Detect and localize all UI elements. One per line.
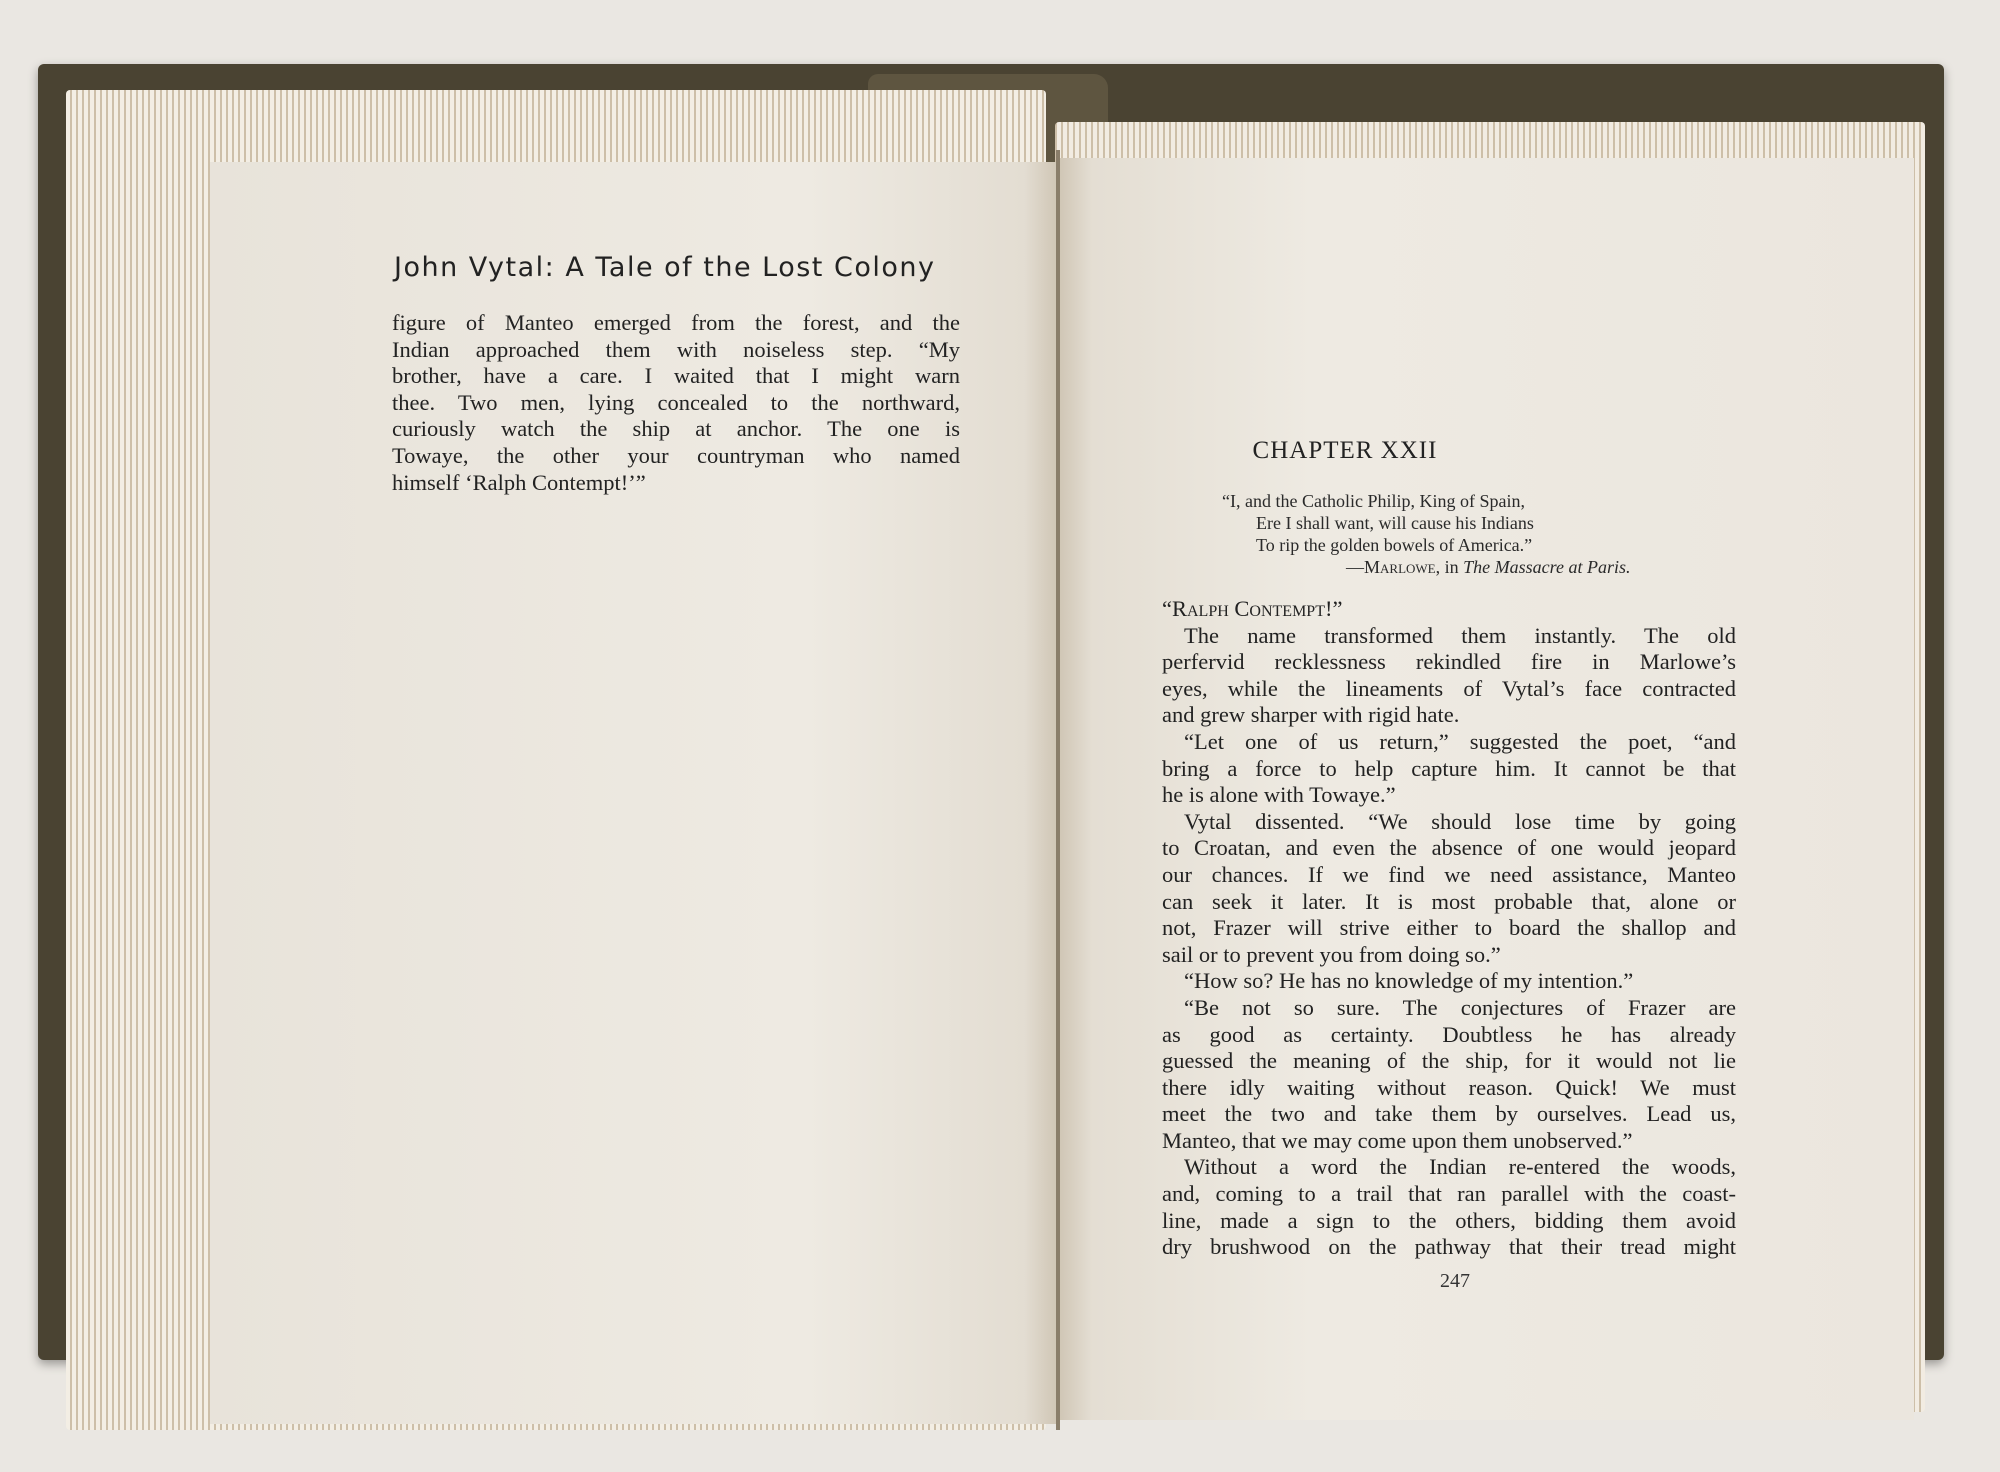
right-page-text: [1162, 596, 1736, 1261]
running-head: John Vytal: A Tale of the Lost Colony: [394, 252, 936, 283]
text-line: Manteo, that we may come upon them unobserved.”: [1162, 1127, 1633, 1153]
text-line: “How so? He has no knowledge of my intention.”: [1184, 968, 1634, 994]
text-line: figure of Manteo emerged from the forest, and the: [392, 310, 960, 335]
epigraph-work: The Massacre at Paris.: [1463, 557, 1631, 577]
epigraph-line: Ere I shall want, will cause his Indians: [1256, 513, 1534, 533]
text-line: to Croatan, and even the absence of one would jeopard: [1162, 835, 1736, 861]
book-gutter: [1056, 150, 1060, 1430]
text-line: and grew sharper with rigid hate.: [1162, 702, 1460, 728]
text-line: brother, have a care. I waited that I might warn: [392, 363, 960, 389]
text-line: Vytal dissented. “We should lose time by going: [1184, 808, 1736, 834]
text-line: guessed the meaning of the ship, for it would not lie: [1162, 1048, 1736, 1074]
text-line: not, Frazer will strive either to board the shallop and: [1162, 915, 1736, 941]
text-line: The name transformed them instantly. The old: [1184, 622, 1736, 648]
left-page-text: [392, 310, 960, 496]
text-line: curiously watch the ship at anchor. The one is: [392, 416, 960, 442]
epigraph: [1222, 490, 1722, 578]
text-line: and, coming to a trail that ran parallel with the coast-: [1162, 1181, 1736, 1207]
text-line: there idly waiting without reason. Quick! We must: [1162, 1074, 1736, 1100]
page-number: 247: [1440, 1270, 1470, 1292]
text-line: perfervid recklessness rekindled fire in Marlowe’s: [1162, 649, 1736, 675]
text-line: he is alone with Towaye.”: [1162, 782, 1396, 808]
text-line: as good as certainty. Doubtless he has already: [1162, 1021, 1736, 1047]
epigraph-line: “I, and the Catholic Philip, King of Spain,: [1222, 491, 1525, 511]
text-line: “Let one of us return,” suggested the poet, “and: [1184, 728, 1736, 754]
text-line: line, made a sign to the others, bidding them avoid: [1162, 1207, 1736, 1233]
text-line: can seek it later. It is most probable that, alone or: [1162, 888, 1736, 914]
epigraph-in: in: [1444, 557, 1459, 577]
text-line: bring a force to help capture him. It cannot be that: [1162, 755, 1736, 781]
text-line: our chances. If we find we need assistance, Manteo: [1162, 861, 1736, 887]
chapter-title: CHAPTER XXII: [1252, 437, 1438, 464]
text-line: himself ‘Ralph Contempt!’”: [392, 469, 646, 495]
opening-words: “Ralph Contempt!”: [1162, 596, 1343, 621]
text-line: Without a word the Indian re-entered the woods,: [1184, 1154, 1736, 1180]
epigraph-attribution: [1222, 556, 1722, 578]
epigraph-author: —Marlowe,: [1346, 557, 1441, 577]
text-line: eyes, while the lineaments of Vytal’s face contracted: [1162, 675, 1736, 701]
text-line: sail or to prevent you from doing so.”: [1162, 941, 1501, 967]
text-line: thee. Two men, lying concealed to the northward,: [392, 389, 960, 415]
text-line: “Be not so sure. The conjectures of Frazer are: [1184, 994, 1736, 1020]
text-line: Indian approached them with noiseless step. “My: [392, 336, 960, 362]
text-line: meet the two and take them by ourselves. Lead us,: [1162, 1101, 1736, 1127]
text-line: dry brushwood on the pathway that their tread might: [1162, 1234, 1736, 1260]
epigraph-line: To rip the golden bowels of America.”: [1256, 535, 1533, 555]
text-line: Towaye, the other your countryman who named: [392, 442, 960, 468]
